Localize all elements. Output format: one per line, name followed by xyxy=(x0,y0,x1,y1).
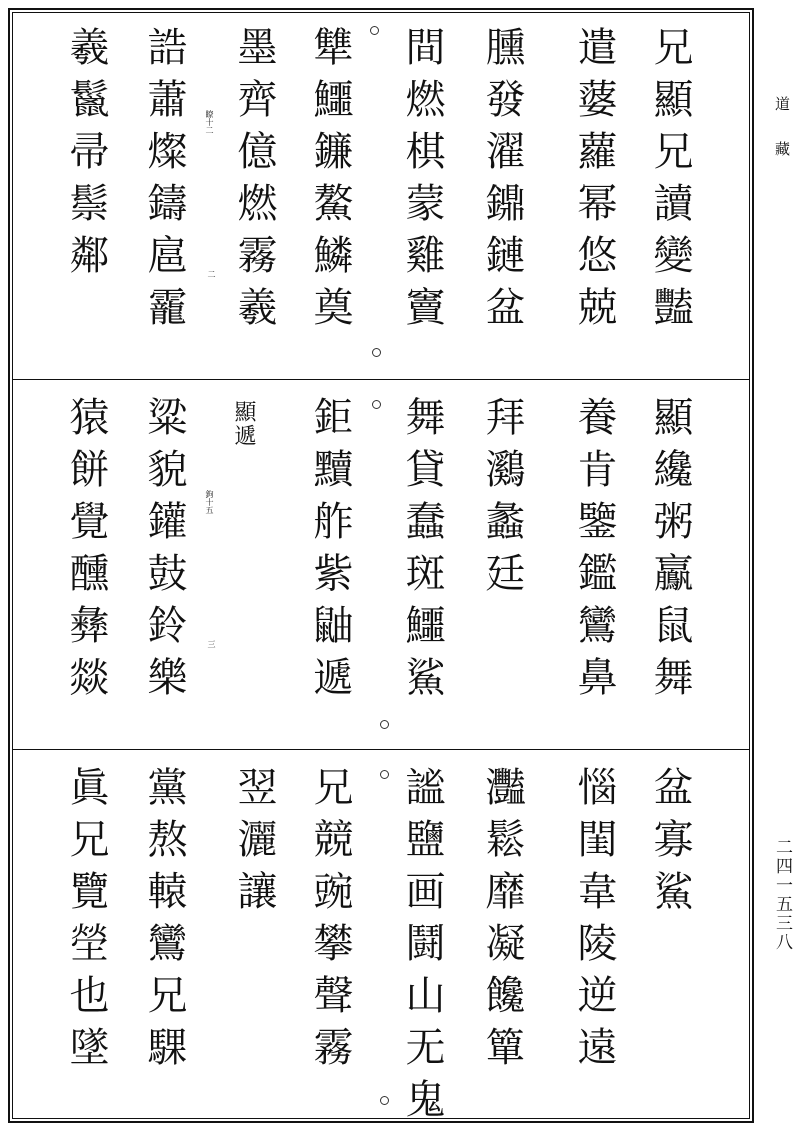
section1-note-1: 瞭十二 xyxy=(205,110,214,134)
section1-column-7: 誥蕭燦鑄扈靇 xyxy=(141,26,187,338)
section2-note-1: 鉤十五 xyxy=(205,490,214,514)
section2-circle-mark-top xyxy=(372,400,381,409)
section3-column-1: 盆寡鯊 xyxy=(647,766,693,922)
section1-column-5: 犨鱷鐮鰲鱗奠 xyxy=(307,26,353,338)
section1-column-8: 羲鬣帚鬃鄰 xyxy=(63,26,109,286)
section2-column-7: 粱貌鑵鼓鈴樂 xyxy=(141,396,187,708)
section2-column-5: 鉅黷舴紫鼬遞 xyxy=(307,396,353,708)
section3-column-7: 黨熬轅鸞兄騍 xyxy=(141,766,187,1078)
section2-column-8: 猿餅覺醺彝燚 xyxy=(63,396,109,708)
section2-circle-mark-bottom xyxy=(380,720,389,729)
section1-column-6: 墨齊億燃霧羲 xyxy=(231,26,277,338)
section1-column-3: 臐發濯鐤鏈盆 xyxy=(479,26,525,338)
page-number: 二四一五三八 xyxy=(772,838,792,952)
section3-column-6: 翌灑讓 xyxy=(231,766,277,922)
section2-column-6: 顯遞 xyxy=(231,400,256,448)
section2-column-1: 顯纔粥鸁鼠舞 xyxy=(647,396,693,708)
section3-column-4: 謐鹽画鬪山无鬼 xyxy=(399,766,445,1130)
section2-note-2: 三 xyxy=(207,640,216,648)
section3-column-3: 灩鬆靡凝饞簞 xyxy=(479,766,525,1078)
section3-column-2: 惱閨韋陵逆遠 xyxy=(571,766,617,1078)
section2-column-4: 舞貸蠢斑鱷鯊 xyxy=(399,396,445,708)
section3-circle-mark-bottom xyxy=(380,1096,389,1105)
section3-circle-mark-top xyxy=(380,770,389,779)
section1-column-4: 間燃棋蒙雞竇 xyxy=(399,26,445,338)
section1-note-2: 二 xyxy=(207,270,216,278)
section2-column-3: 拜鸂蠡廷 xyxy=(479,396,525,604)
section3-column-8: 眞兄覽塋也墜 xyxy=(63,766,109,1078)
section1-circle-mark-top xyxy=(370,26,379,35)
section1-column-2: 遣蔢蘿幂悠兢 xyxy=(571,26,617,338)
section3-column-5: 兄競豌攀聲霧 xyxy=(307,766,353,1078)
section2-column-2: 養肯鑒鑑鸞鼻 xyxy=(571,396,617,708)
section-divider-2 xyxy=(12,749,750,750)
margin-title: 道藏 xyxy=(773,96,791,186)
section-divider-1 xyxy=(12,379,750,380)
section1-column-1: 兄顯兄讀變豔 xyxy=(647,26,693,338)
section1-circle-mark-bottom xyxy=(372,348,381,357)
page-border-inner xyxy=(12,12,750,1119)
